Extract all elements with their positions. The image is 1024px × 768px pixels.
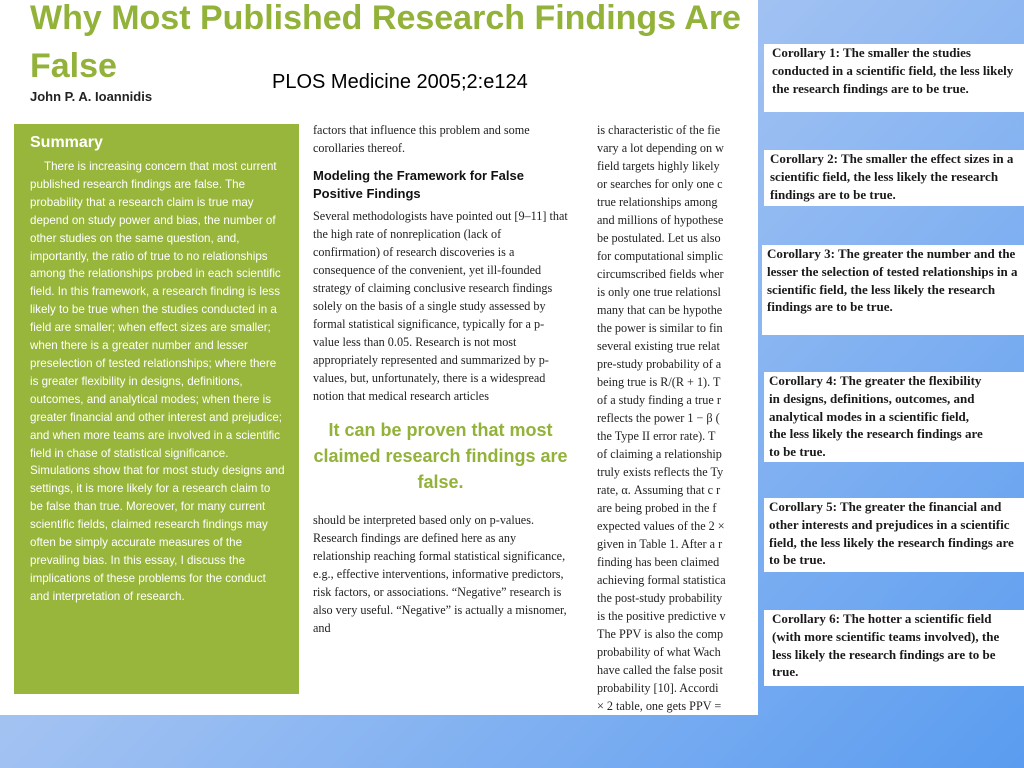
column3-line: be postulated. Let us also [597,231,721,245]
summary-box [14,124,299,694]
column3-line: the power is similar to fin [597,321,723,335]
column3-line: achieving formal statistica [597,573,726,587]
column3-line: reflects the power 1 − β ( [597,411,720,425]
corollary-6: Corollary 6: The hotter a scientific field (with more scientific teams involved), the less likely the research findings are to be true. [764,610,1024,686]
corollary-5: Corollary 5: The greater the financial and other interests and prejudices in a scientific field, the less likely the research findings are to be true. [764,498,1024,572]
article-column-3 [597,121,758,715]
column2-intro: factors that influence this problem and some corollaries thereof. [313,123,530,155]
corollary-1: Corollary 1: The smaller the studies conducted in a scientific field, the less likely the research findings are to be true. [764,44,1024,112]
column3-line: given in Table 1. After a r [597,537,723,551]
column3-line: vary a lot depending on w [597,141,724,155]
column3-line: expected values of the 2 × [597,519,725,533]
column3-line: or searches for only one c [597,177,723,191]
column3-line: of claiming a relationship [597,447,722,461]
column3-line: rate, α. Assuming that c r [597,483,721,497]
column3-line: probability of what Wach [597,645,721,659]
article-title: Why Most Published Research Findings Are False [30,0,741,85]
article-author: John P. A. Ioannidis [30,89,153,104]
column3-line: circumscribed fields wher [597,267,724,281]
column3-line: the Type II error rate). T [597,429,716,443]
column3-line: have called the false posit [597,663,723,677]
column3-line: field targets highly likely [597,159,720,173]
column3-line: truly exists reflects the Ty [597,465,724,479]
corollary-4: Corollary 4: The greater the flexibility in designs, definitions, outcomes, and analytical modes in a scientific field, the less likely the research findings are to be true. [764,372,1024,462]
column3-line: for computational simplic [597,249,723,263]
column3-line: the post-study probability [597,591,723,605]
column2-paragraph-2: should be interpreted based only on p-values. Research findings are defined here as any relationship reaching formal statistical significance, e.g., effective interventions, informative predictors, risk factors, or associations. “Negative” research is also very useful. “Negative” is actually a misnomer, and [313,513,567,635]
article-column-2 [313,121,568,637]
corollary-2: Corollary 2: The smaller the effect sizes in a scientific field, the less likely the research findings are to be true. [764,150,1024,206]
section-heading: Modeling the Framework for False Positive Findings [313,168,524,201]
column3-line: true relationships among [597,195,718,209]
column3-line: is only one true relationsl [597,285,721,299]
column3-line: finding has been claimed [597,555,720,569]
column2-paragraph-1: Several methodologists have pointed out [9–11] that the high rate of nonreplication (lack of confirmation) of research discoveries is a consequence of the convenient, yet ill-founded strategy of claiming conclusive research findings solely on the basis of a single study assessed by formal statistical significance, typically for a p-value less than 0.05. Research is not most appropriately represented and summarized by p-values, but, unfortunately, there is a widespread notion that medical research articles [313,209,568,403]
column3-line: is the positive predictive v [597,609,726,623]
corollary-3: Corollary 3: The greater the number and the lesser the selection of tested relationships in a scientific field, the less likely the research findings are to be true. [762,245,1024,335]
column3-line: is characteristic of the fie [597,123,721,137]
column3-line: probability [10]. Accordi [597,681,719,695]
summary-heading: Summary [30,134,103,151]
journal-citation: PLOS Medicine 2005;2:e124 [272,71,528,93]
pull-quote: It can be proven that most claimed research findings are false. [313,420,568,492]
column3-line: of a study finding a true r [597,393,721,407]
column3-line: are being probed in the f [597,501,717,515]
column3-line: The PPV is also the comp [597,627,724,641]
column3-line: being true is R/(R + 1). T [597,375,721,389]
column3-line: × 2 table, one gets PPV = [597,699,722,713]
column3-line: and millions of hypothese [597,213,724,227]
column3-line: many that can be hypothe [597,303,723,317]
column3-line: several existing true relat [597,339,720,353]
column3-line: pre-study probability of a [597,357,722,371]
summary-text: There is increasing concern that most current published research findings are false. The probability that a research claim is true may depend on study power and bias, the number of other studies on the same question, and, importantly, the ratio of true to no relationships among the relationships probed in each scientific field. In this framework, a research finding is less likely to be true when the studies conducted in a field are smaller; when effect sizes are smaller; when there is a greater number and lesser preselection of tested relationships; where there is greater flexibility in designs, definitions, outcomes, and analytical modes; when there is greater financial and other interest and prejudice; and when more teams are involved in a scientific field in chase of statistical significance. Simulations show that for most study designs and settings, it is more likely for a research claim to be false than true. Moreover, for many current scientific fields, claimed research findings may often be simply accurate measures of the prevailing bias. In this essay, I discuss the implications of these problems for the conduct and interpretation of research. [30,160,285,603]
